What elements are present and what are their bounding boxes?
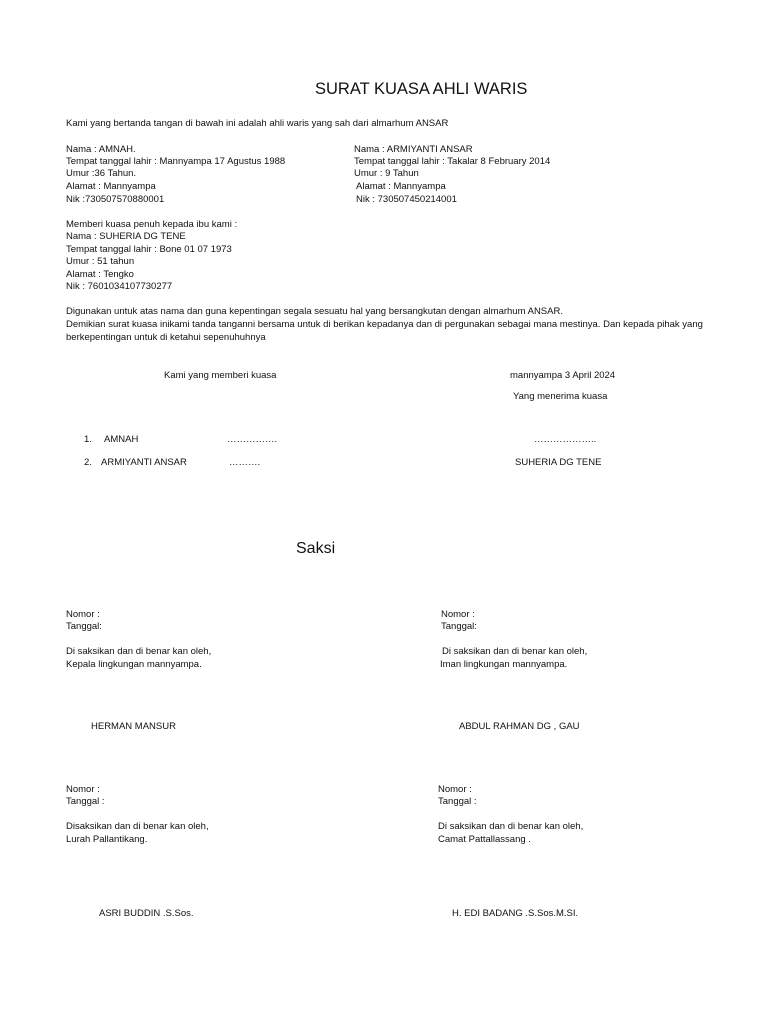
heir-2-address: Alamat : Mannyampa [356, 181, 446, 192]
receiver-name: SUHERIA DG TENE [515, 457, 602, 468]
document-title: SURAT KUASA AHLI WARIS [315, 80, 528, 98]
intro-text: Kami yang bertanda tangan di bawah ini adalah ahli waris yang sah dari almarhum ANSAR [66, 118, 449, 129]
giver-1-number: 1. [84, 434, 92, 445]
witness-3-tanggal: Tanggal : [66, 796, 105, 807]
grantee-birth: Tempat tanggal lahir : Bone 01 07 1973 [66, 244, 232, 255]
witness-3-nomor: Nomor : [66, 784, 100, 795]
witness-3-line2: Lurah Pallantikang. [66, 834, 148, 845]
witness-2-tanggal: Tanggal: [441, 621, 477, 632]
witness-2-nomor: Nomor : [441, 609, 475, 620]
giver-1-signature-dots: ……………. [227, 434, 278, 445]
giver-2-number: 2. [84, 457, 92, 468]
witness-4-line1: Di saksikan dan di benar kan oleh, [438, 821, 584, 832]
giver-label: Kami yang memberi kuasa [164, 370, 277, 381]
witness-4-name: H. EDI BADANG .S.Sos.M.SI. [452, 908, 579, 919]
witness-2-line2: Iman lingkungan mannyampa. [440, 659, 568, 670]
heir-1-name: Nama : AMNAH. [66, 144, 136, 155]
heir-2-birth: Tempat tanggal lahir : Takalar 8 February 2014 [354, 156, 551, 167]
purpose-text: Digunakan untuk atas nama dan guna kepentingan segala sesuatu hal yang bersangkutan dengan almarhum ANSAR. [66, 306, 563, 317]
witness-4-line2: Camat Pattallassang . [438, 834, 531, 845]
witness-1-line2: Kepala lingkungan mannyampa. [66, 659, 202, 670]
witness-2-line1: Di saksikan dan di benar kan oleh, [442, 646, 588, 657]
witness-section-title: Saksi [296, 540, 336, 557]
heir-2-nik: Nik : 730507450214001 [356, 194, 457, 205]
witness-1-tanggal: Tanggal: [66, 621, 102, 632]
grantee-address: Alamat : Tengko [66, 269, 134, 280]
witness-1-nomor: Nomor : [66, 609, 100, 620]
witness-3-line1: Disaksikan dan di benar kan oleh, [66, 821, 209, 832]
closing-text: Demikian surat kuasa inikami tanda tanganni bersama untuk di berikan kepadanya dan di pergunakan sebagai mana mestinya. Dan kepada pihak yang berkepentingan untuk di ketahui sepenuhuhnya [66, 319, 703, 343]
heir-1-birth: Tempat tanggal lahir : Mannyampa 17 Agustus 1988 [66, 156, 286, 167]
place-date: mannyampa 3 April 2024 [510, 370, 616, 381]
witness-1-name: HERMAN MANSUR [91, 721, 176, 732]
witness-4-nomor: Nomor : [438, 784, 472, 795]
receiver-signature-dots: ……………….. [534, 434, 597, 445]
heir-2-age: Umur : 9 Tahun [354, 168, 419, 179]
giver-2-signature-dots: ………. [229, 457, 261, 468]
giver-2-name: ARMIYANTI ANSAR [101, 457, 187, 468]
heir-2-name: Nama : ARMIYANTI ANSAR [354, 144, 473, 155]
grantee-nik: Nik : 7601034107730277 [66, 281, 173, 292]
witness-2-name: ABDUL RAHMAN DG , GAU [459, 721, 580, 732]
grantee-intro: Memberi kuasa penuh kepada ibu kami : [66, 219, 238, 230]
witness-3-name: ASRI BUDDIN .S.Sos. [99, 908, 194, 919]
receiver-label: Yang menerima kuasa [513, 391, 608, 402]
giver-1-name: AMNAH [104, 434, 139, 445]
grantee-age: Umur : 51 tahun [66, 256, 135, 267]
witness-4-tanggal: Tanggal : [438, 796, 477, 807]
heir-1-nik: Nik :730507570880001 [66, 194, 165, 205]
grantee-name: Nama : SUHERIA DG TENE [66, 231, 186, 242]
heir-1-address: Alamat : Mannyampa [66, 181, 156, 192]
heir-1-age: Umur :36 Tahun. [66, 168, 137, 179]
witness-1-line1: Di saksikan dan di benar kan oleh, [66, 646, 212, 657]
